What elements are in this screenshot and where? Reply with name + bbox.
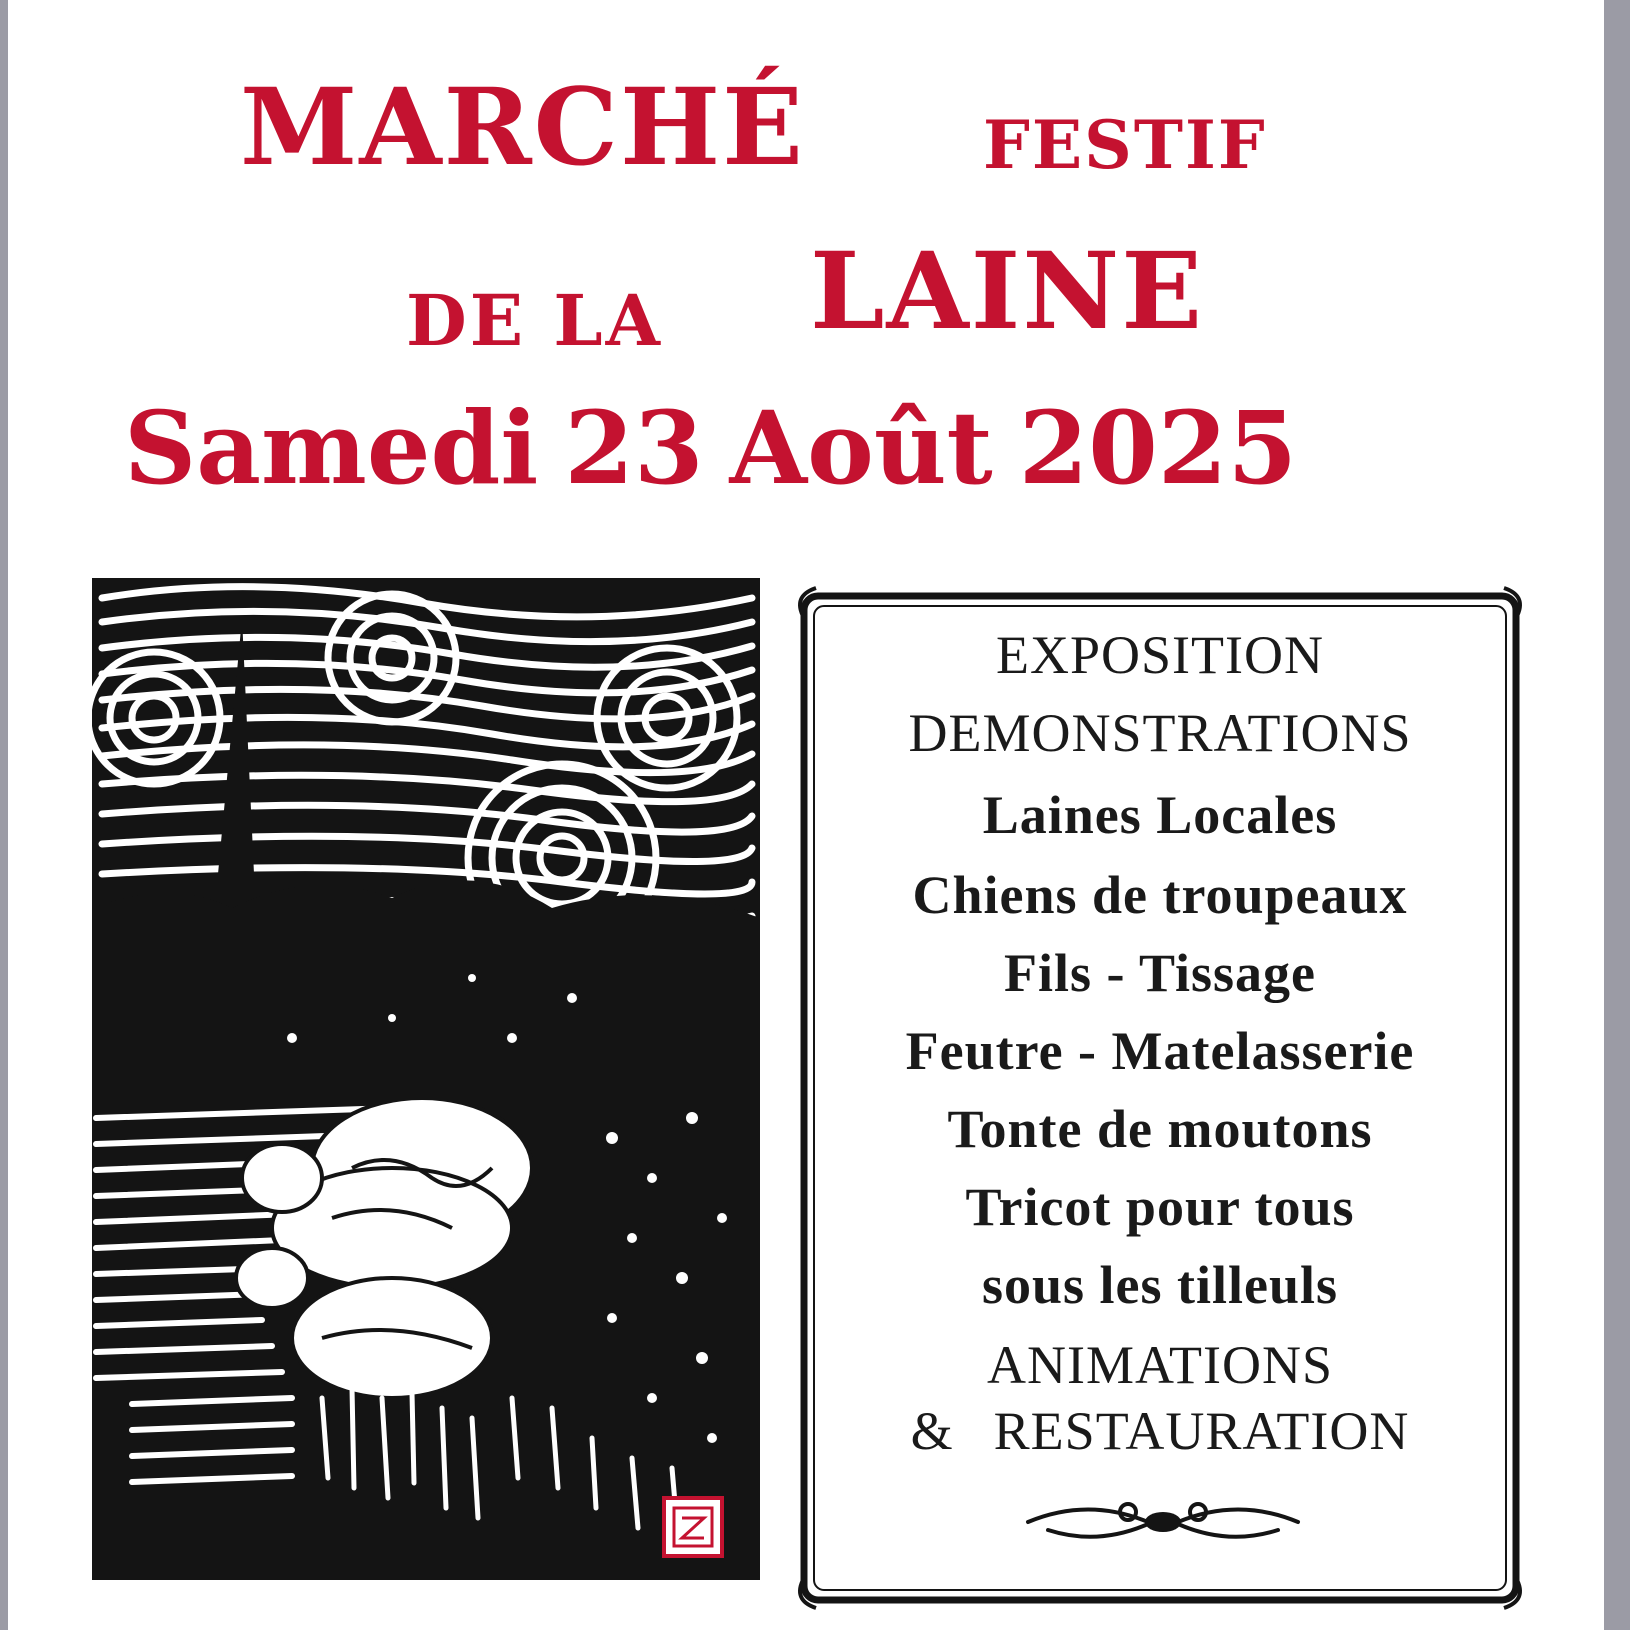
title-de-la: DE LA	[406, 279, 663, 362]
program-item: Laines Locales	[982, 785, 1338, 845]
woodcut-illustration-icon	[92, 578, 760, 1580]
program-item: ANIMATIONS	[987, 1335, 1333, 1395]
program-item: Tonte de moutons	[947, 1099, 1373, 1159]
program-item: Feutre - Matelasserie	[905, 1021, 1415, 1081]
program-item-last	[798, 1401, 1522, 1461]
date-month: Août	[729, 389, 993, 507]
restauration-label: RESTAURATION	[993, 1401, 1410, 1461]
program-list	[798, 625, 1522, 1461]
date-year: 2025	[1018, 389, 1298, 507]
ampersand: &	[910, 1401, 954, 1461]
left-edge-strip	[0, 0, 8, 1630]
poster	[8, 0, 1604, 1630]
title-laine: LAINE	[810, 228, 1205, 353]
title-festif: FESTIF	[983, 106, 1267, 184]
date-number: 23	[564, 389, 704, 507]
program-item: Tricot pour tous	[965, 1177, 1355, 1237]
event-date	[124, 389, 1298, 507]
program-item: Fils - Tissage	[1003, 943, 1317, 1003]
flourish-ornament-icon	[1018, 1492, 1308, 1552]
title-marche: MARCHÉ	[240, 64, 805, 189]
program-item: sous les tilleuls	[981, 1255, 1339, 1315]
artist-seal-icon	[664, 1498, 722, 1556]
date-day: Samedi	[124, 389, 539, 507]
program-item: EXPOSITION	[996, 625, 1324, 685]
program-item: Chiens de troupeaux	[912, 865, 1408, 925]
right-edge-strip	[1604, 0, 1630, 1630]
program-item: DEMONSTRATIONS	[908, 703, 1412, 763]
